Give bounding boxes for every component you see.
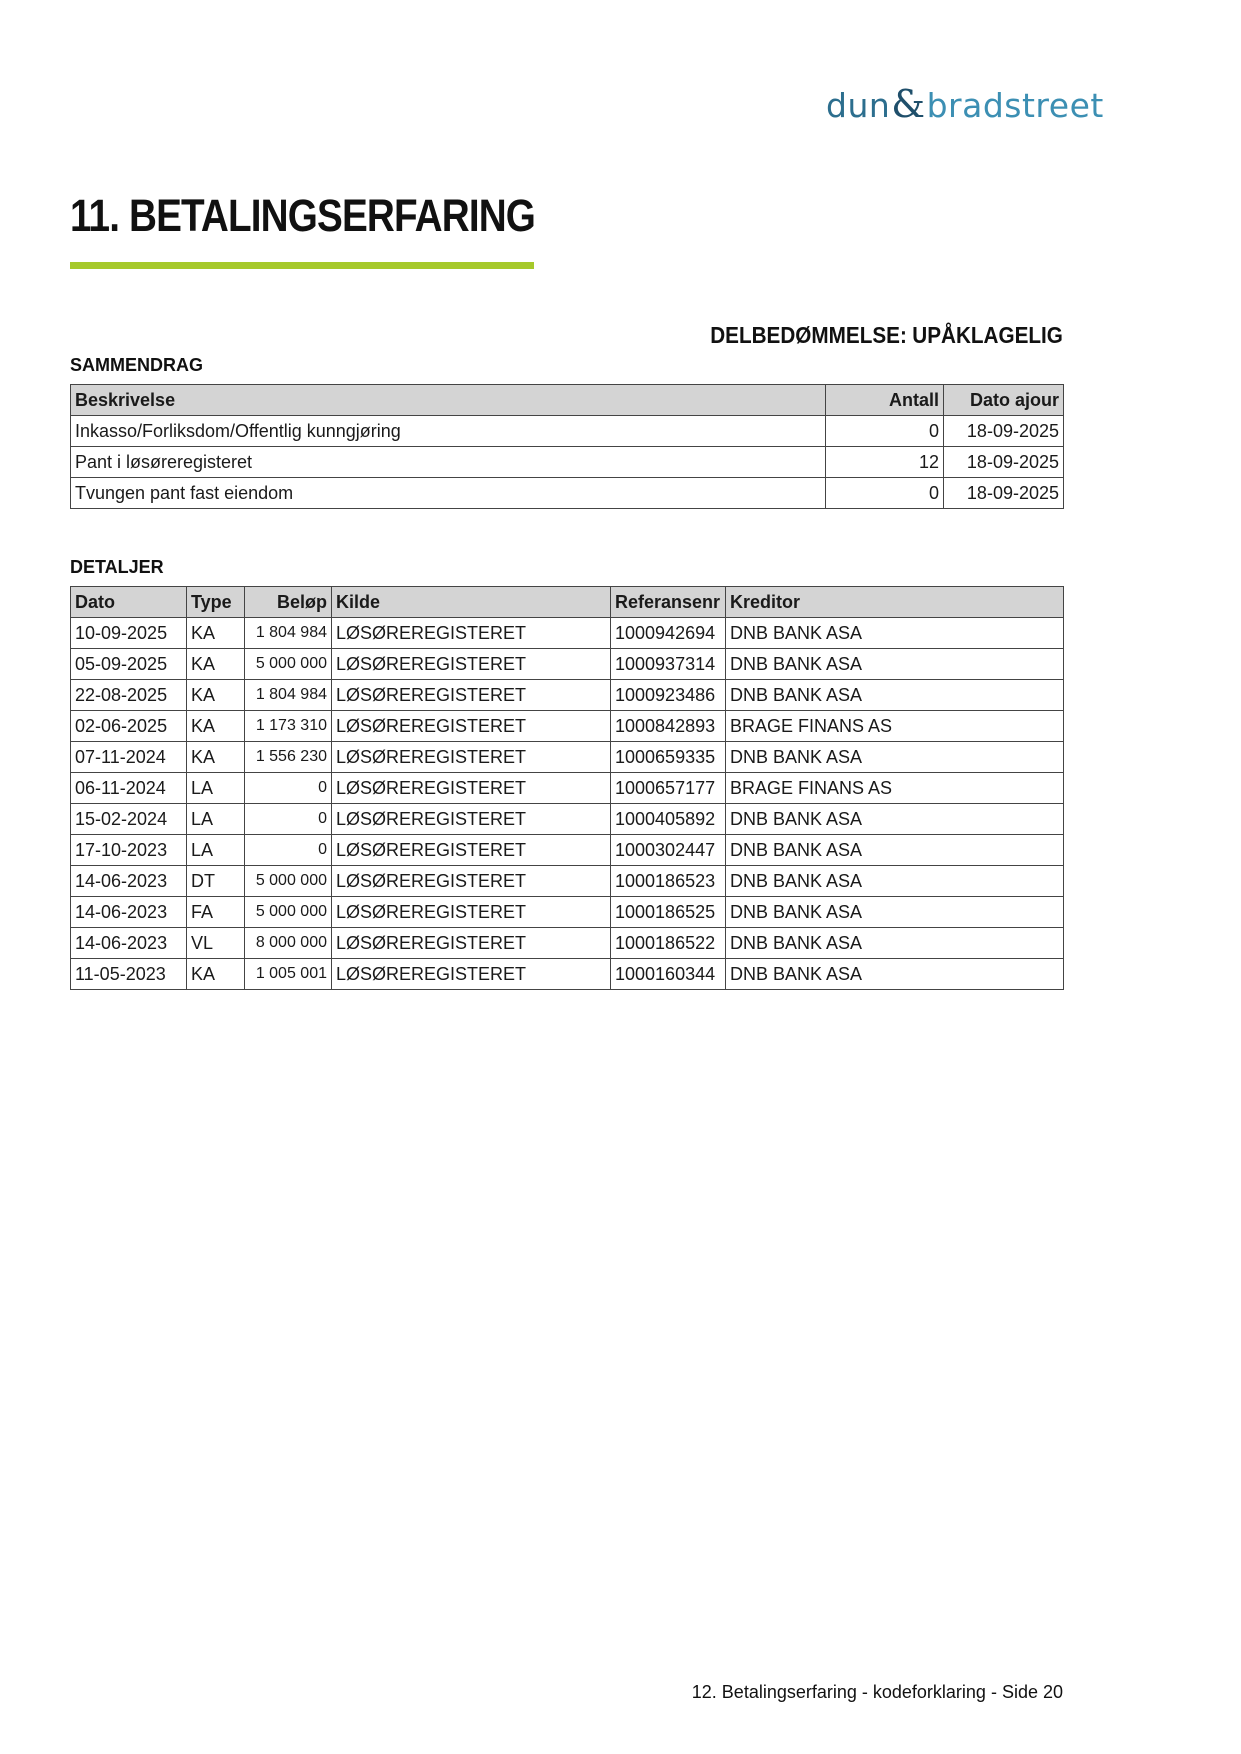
- title-underline: [70, 262, 534, 269]
- summary-col-count: Antall: [826, 385, 944, 416]
- detail-source: LØSØREREGISTERET: [332, 742, 611, 773]
- details-body: [71, 618, 1064, 990]
- detail-reference: 1000937314: [611, 649, 726, 680]
- logo-text-left: dun: [826, 86, 891, 125]
- summary-row: [71, 478, 1064, 509]
- detail-creditor: DNB BANK ASA: [726, 742, 1064, 773]
- detail-source: LØSØREREGISTERET: [332, 897, 611, 928]
- detail-date: 05-09-2025: [71, 649, 187, 680]
- details-col-date: Dato: [71, 587, 187, 618]
- summary-updated: 18-09-2025: [944, 416, 1064, 447]
- detail-type: KA: [187, 649, 245, 680]
- table-row: [71, 959, 1064, 990]
- table-row: [71, 804, 1064, 835]
- detail-type: KA: [187, 711, 245, 742]
- detail-reference: 1000186523: [611, 866, 726, 897]
- summary-table: [70, 384, 1064, 509]
- detail-reference: 1000302447: [611, 835, 726, 866]
- logo-ampersand: &: [891, 82, 926, 126]
- detail-source: LØSØREREGISTERET: [332, 649, 611, 680]
- detail-amount: 5 000 000: [245, 866, 332, 897]
- detail-reference: 1000657177: [611, 773, 726, 804]
- detail-creditor: DNB BANK ASA: [726, 928, 1064, 959]
- detail-date: 11-05-2023: [71, 959, 187, 990]
- dun-bradstreet-logo: [826, 82, 1104, 126]
- table-row: [71, 618, 1064, 649]
- table-row: [71, 897, 1064, 928]
- detail-amount: 1 005 001: [245, 959, 332, 990]
- summary-description: Tvungen pant fast eiendom: [71, 478, 826, 509]
- detail-reference: 1000405892: [611, 804, 726, 835]
- detail-date: 06-11-2024: [71, 773, 187, 804]
- rating-value: UPÅKLAGELIG: [912, 322, 1063, 348]
- rating-label: DELBEDØMMELSE:: [710, 322, 907, 348]
- summary-header-row: [71, 385, 1064, 416]
- detail-source: LØSØREREGISTERET: [332, 804, 611, 835]
- detail-amount: 1 556 230: [245, 742, 332, 773]
- summary-description: Inkasso/Forliksdom/Offentlig kunngjøring: [71, 416, 826, 447]
- summary-heading: SAMMENDRAG: [70, 355, 203, 375]
- table-row: [71, 866, 1064, 897]
- footer-page-reference[interactable]: 12. Betalingserfaring - kodeforklaring - Side 20: [691, 1682, 1063, 1702]
- details-col-type: Type: [187, 587, 245, 618]
- table-row: [71, 773, 1064, 804]
- details-header-row: [71, 587, 1064, 618]
- detail-source: LØSØREREGISTERET: [332, 711, 611, 742]
- details-col-source: Kilde: [332, 587, 611, 618]
- detail-reference: 1000659335: [611, 742, 726, 773]
- detail-type: KA: [187, 959, 245, 990]
- detail-date: 17-10-2023: [71, 835, 187, 866]
- details-col-creditor: Kreditor: [726, 587, 1064, 618]
- detail-type: KA: [187, 618, 245, 649]
- table-row: [71, 742, 1064, 773]
- detail-source: LØSØREREGISTERET: [332, 773, 611, 804]
- table-row: [71, 680, 1064, 711]
- summary-description: Pant i løsøreregisteret: [71, 447, 826, 478]
- summary-count: 12: [826, 447, 944, 478]
- detail-reference: 1000186522: [611, 928, 726, 959]
- page-title: 11. BETALINGSERFARING: [70, 190, 536, 241]
- detail-creditor: DNB BANK ASA: [726, 618, 1064, 649]
- detail-date: 15-02-2024: [71, 804, 187, 835]
- detail-creditor: DNB BANK ASA: [726, 804, 1064, 835]
- summary-count: 0: [826, 478, 944, 509]
- detail-reference: 1000160344: [611, 959, 726, 990]
- detail-type: VL: [187, 928, 245, 959]
- detail-amount: 8 000 000: [245, 928, 332, 959]
- detail-reference: 1000842893: [611, 711, 726, 742]
- table-row: [71, 835, 1064, 866]
- details-table: [70, 586, 1064, 990]
- detail-creditor: DNB BANK ASA: [726, 897, 1064, 928]
- detail-amount: 5 000 000: [245, 897, 332, 928]
- logo-text-right: bradstreet: [926, 86, 1104, 125]
- summary-updated: 18-09-2025: [944, 478, 1064, 509]
- detail-source: LØSØREREGISTERET: [332, 928, 611, 959]
- detail-source: LØSØREREGISTERET: [332, 618, 611, 649]
- detail-creditor: BRAGE FINANS AS: [726, 773, 1064, 804]
- detail-amount: 1 804 984: [245, 618, 332, 649]
- detail-date: 14-06-2023: [71, 897, 187, 928]
- detail-date: 14-06-2023: [71, 866, 187, 897]
- detail-reference: 1000186525: [611, 897, 726, 928]
- detail-amount: 1 804 984: [245, 680, 332, 711]
- details-heading: DETALJER: [70, 557, 164, 577]
- detail-creditor: DNB BANK ASA: [726, 835, 1064, 866]
- table-row: [71, 649, 1064, 680]
- details-col-amount: Beløp: [245, 587, 332, 618]
- details-col-reference: Referansenr: [611, 587, 726, 618]
- detail-reference: 1000923486: [611, 680, 726, 711]
- detail-creditor: BRAGE FINANS AS: [726, 711, 1064, 742]
- detail-type: KA: [187, 742, 245, 773]
- detail-creditor: DNB BANK ASA: [726, 649, 1064, 680]
- table-row: [71, 711, 1064, 742]
- detail-date: 22-08-2025: [71, 680, 187, 711]
- detail-date: 07-11-2024: [71, 742, 187, 773]
- detail-type: DT: [187, 866, 245, 897]
- detail-source: LØSØREREGISTERET: [332, 680, 611, 711]
- detail-date: 10-09-2025: [71, 618, 187, 649]
- summary-count: 0: [826, 416, 944, 447]
- detail-type: KA: [187, 680, 245, 711]
- table-row: [71, 928, 1064, 959]
- detail-amount: 0: [245, 773, 332, 804]
- detail-creditor: DNB BANK ASA: [726, 680, 1064, 711]
- detail-source: LØSØREREGISTERET: [332, 835, 611, 866]
- detail-amount: 0: [245, 804, 332, 835]
- detail-date: 02-06-2025: [71, 711, 187, 742]
- detail-type: LA: [187, 804, 245, 835]
- detail-source: LØSØREREGISTERET: [332, 959, 611, 990]
- detail-creditor: DNB BANK ASA: [726, 959, 1064, 990]
- summary-updated: 18-09-2025: [944, 447, 1064, 478]
- summary-col-updated: Dato ajour: [944, 385, 1064, 416]
- detail-creditor: DNB BANK ASA: [726, 866, 1064, 897]
- summary-row: [71, 416, 1064, 447]
- detail-type: LA: [187, 835, 245, 866]
- summary-col-description: Beskrivelse: [71, 385, 826, 416]
- detail-amount: 1 173 310: [245, 711, 332, 742]
- detail-amount: 5 000 000: [245, 649, 332, 680]
- detail-reference: 1000942694: [611, 618, 726, 649]
- detail-source: LØSØREREGISTERET: [332, 866, 611, 897]
- summary-row: [71, 447, 1064, 478]
- detail-amount: 0: [245, 835, 332, 866]
- detail-type: FA: [187, 897, 245, 928]
- partial-rating: [710, 322, 1063, 349]
- detail-type: LA: [187, 773, 245, 804]
- detail-date: 14-06-2023: [71, 928, 187, 959]
